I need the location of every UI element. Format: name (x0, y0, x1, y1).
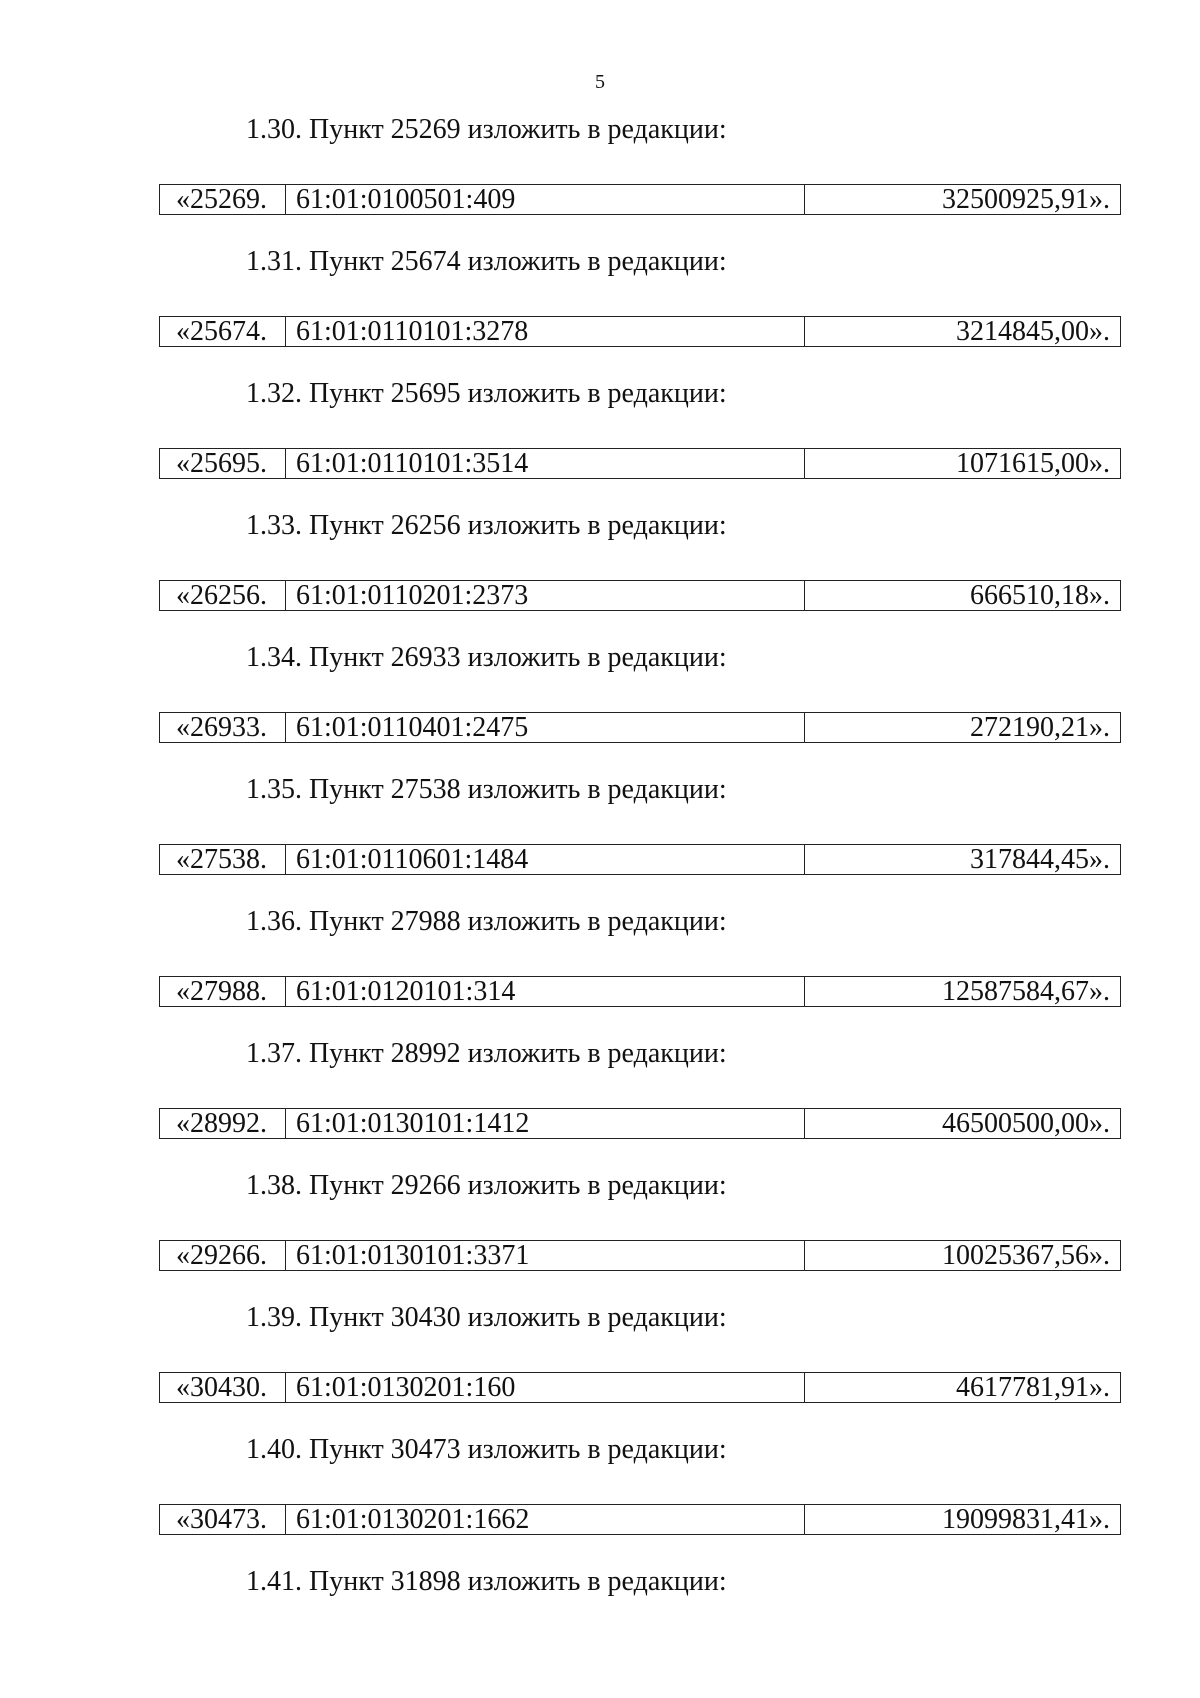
item-number-cell: «26933. (160, 713, 286, 742)
cadastral-number-cell: 61:01:0130201:160 (286, 1373, 805, 1402)
table-row (159, 976, 1121, 1007)
amendment-entry (0, 904, 1200, 1036)
amendment-entry (0, 1432, 1200, 1564)
table-row (159, 1108, 1121, 1139)
item-number-cell: «26256. (160, 581, 286, 610)
cadastral-number-cell: 61:01:0110401:2475 (286, 713, 805, 742)
item-number-cell: «30473. (160, 1505, 286, 1534)
item-number-cell: «28992. (160, 1109, 286, 1138)
amendment-heading: 1.31. Пункт 25674 изложить в редакции: (246, 246, 727, 277)
amendment-entry (0, 1036, 1200, 1168)
amendment-heading: 1.34. Пункт 26933 изложить в редакции: (246, 642, 727, 673)
cadastral-number-cell: 61:01:0130201:1662 (286, 1505, 805, 1534)
cadastral-number-cell: 61:01:0110101:3278 (286, 317, 805, 346)
item-number-cell: «27538. (160, 845, 286, 874)
item-number-cell: «25674. (160, 317, 286, 346)
amendment-entry (0, 376, 1200, 508)
table-row (159, 1372, 1121, 1403)
value-cell: 272190,21». (970, 711, 1110, 743)
amendment-list (0, 112, 1200, 1696)
value-cell: 32500925,91». (942, 183, 1110, 215)
amendment-entry (0, 244, 1200, 376)
amendment-heading: 1.33. Пункт 26256 изложить в редакции: (246, 510, 727, 541)
amendment-heading: 1.38. Пункт 29266 изложить в редакции: (246, 1170, 727, 1201)
value-cell: 1071615,00». (956, 447, 1110, 479)
value-cell: 19099831,41». (942, 1503, 1110, 1535)
table-row (159, 580, 1121, 611)
amendment-entry (0, 1168, 1200, 1300)
amendment-entry (0, 772, 1200, 904)
cadastral-number-cell: 61:01:0130101:3371 (286, 1241, 805, 1270)
item-number-cell: «25695. (160, 449, 286, 478)
amendment-heading: 1.35. Пункт 27538 изложить в редакции: (246, 774, 727, 805)
amendment-heading: 1.30. Пункт 25269 изложить в редакции: (246, 114, 727, 145)
amendment-entry (0, 1564, 1200, 1696)
table-row (159, 316, 1121, 347)
amendment-heading: 1.37. Пункт 28992 изложить в редакции: (246, 1038, 727, 1069)
value-cell: 12587584,67». (942, 975, 1110, 1007)
cadastral-number-cell: 61:01:0120101:314 (286, 977, 805, 1006)
cadastral-number-cell: 61:01:0110201:2373 (286, 581, 805, 610)
amendment-entry (0, 112, 1200, 244)
page-number: 5 (595, 71, 605, 93)
amendment-entry (0, 1300, 1200, 1432)
item-number-cell: «29266. (160, 1241, 286, 1270)
amendment-heading: 1.32. Пункт 25695 изложить в редакции: (246, 378, 727, 409)
table-row (159, 712, 1121, 743)
table-row (159, 844, 1121, 875)
amendment-heading: 1.36. Пункт 27988 изложить в редакции: (246, 906, 727, 937)
table-row (159, 1240, 1121, 1271)
table-row (159, 184, 1121, 215)
amendment-heading: 1.39. Пункт 30430 изложить в редакции: (246, 1302, 727, 1333)
item-number-cell: «27988. (160, 977, 286, 1006)
amendment-entry (0, 640, 1200, 772)
value-cell: 4617781,91». (956, 1371, 1110, 1403)
item-number-cell: «30430. (160, 1373, 286, 1402)
value-cell: 666510,18». (970, 579, 1110, 611)
cadastral-number-cell: 61:01:0100501:409 (286, 185, 805, 214)
cadastral-number-cell: 61:01:0110101:3514 (286, 449, 805, 478)
value-cell: 46500500,00». (942, 1107, 1110, 1139)
table-row (159, 448, 1121, 479)
table-row (159, 1504, 1121, 1535)
value-cell: 317844,45». (970, 843, 1110, 875)
value-cell: 3214845,00». (956, 315, 1110, 347)
cadastral-number-cell: 61:01:0110601:1484 (286, 845, 805, 874)
amendment-entry (0, 508, 1200, 640)
item-number-cell: «25269. (160, 185, 286, 214)
amendment-heading: 1.40. Пункт 30473 изложить в редакции: (246, 1434, 727, 1465)
amendment-heading: 1.41. Пункт 31898 изложить в редакции: (246, 1566, 727, 1597)
value-cell: 10025367,56». (942, 1239, 1110, 1271)
cadastral-number-cell: 61:01:0130101:1412 (286, 1109, 805, 1138)
